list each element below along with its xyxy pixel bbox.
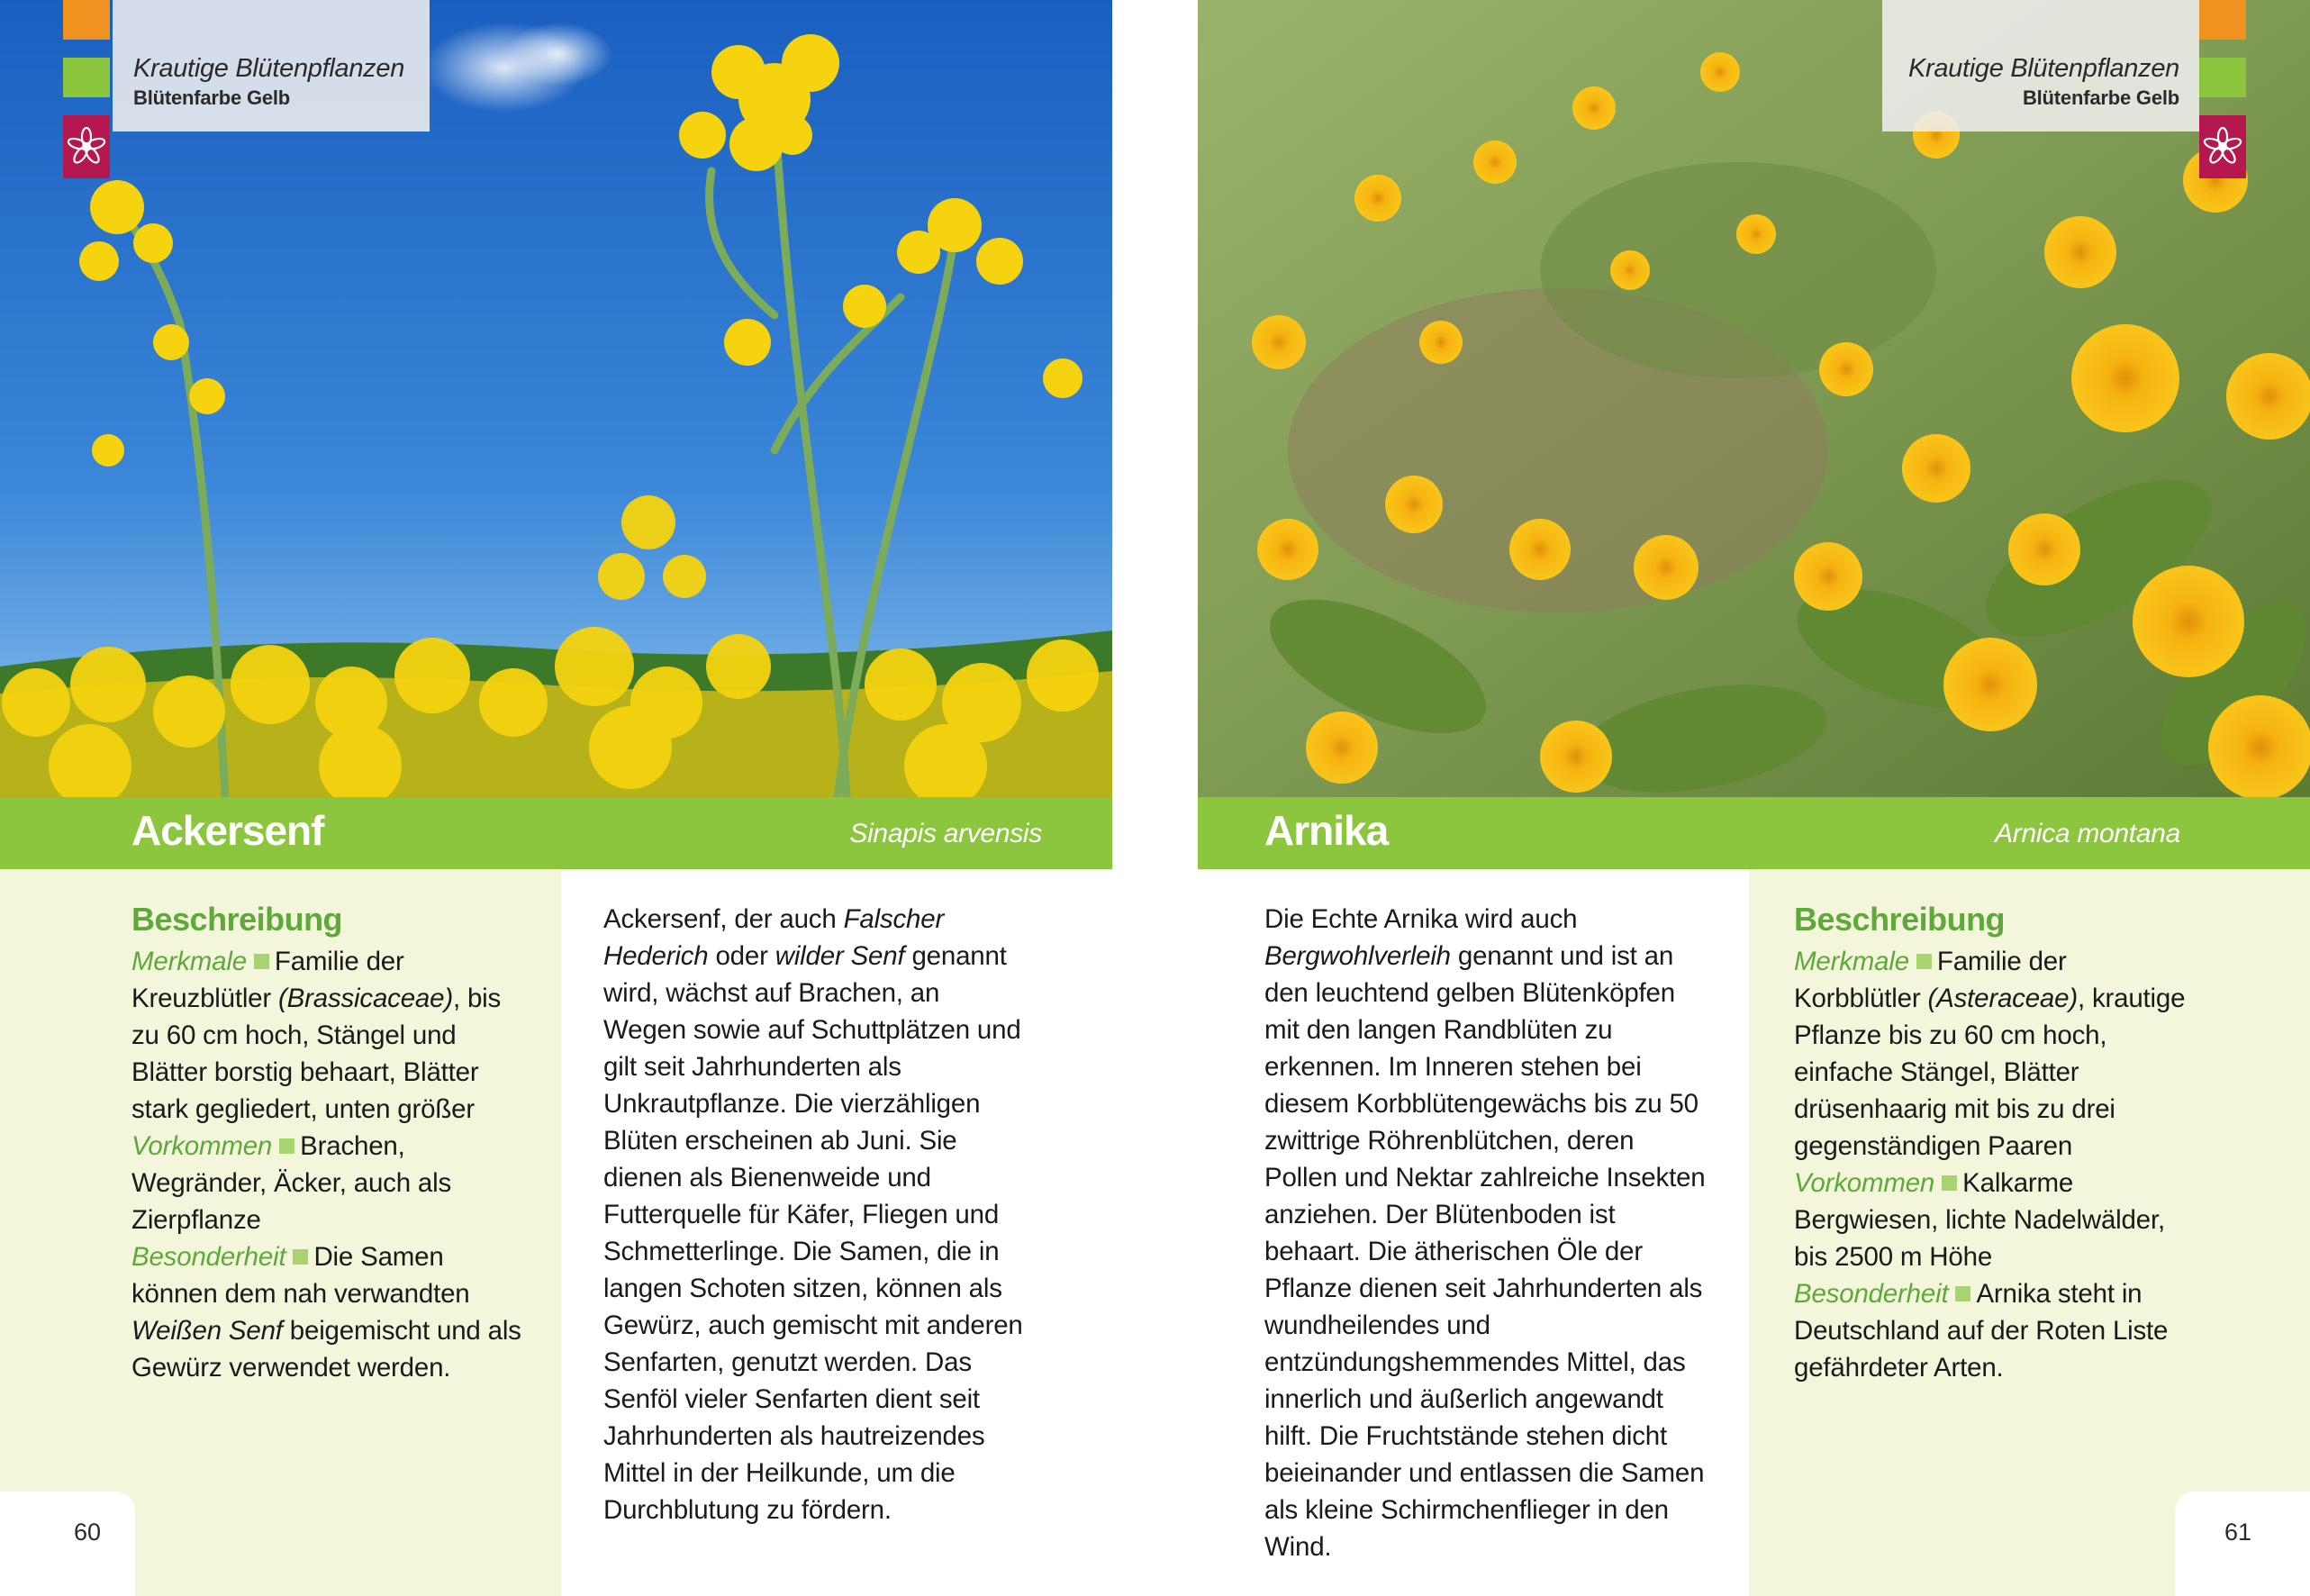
besonderheit-label: Besonderheit [1794,1279,1949,1309]
bullet-square-icon [1942,1175,1957,1191]
description-text: Merkmale Familie der Kreuzblütler (Brassicaceae), bis zu 60 cm hoch, Stängel und Blätter borstig behaart, Blätter stark gegliedert, unten größer Vorkommen Brachen, Wegränder, Äcker, auch als Zierpflanze Besonderheit Die Samen können dem nah verwandten Weißen Senf beigemischt und als Gewürz verwendet werden. [131,947,521,1383]
left-page [0,0,1112,1596]
bullet-square-icon [1955,1286,1970,1301]
bullet-square-icon [254,954,269,969]
flower-tab [2199,115,2246,178]
merkmale-label: Merkmale [131,947,247,976]
page-number: 61 [2224,1519,2252,1546]
latin-name: Arnica montana [1995,819,2180,848]
bullet-square-icon [279,1138,294,1154]
title-band [0,797,1112,869]
vorkommen-label: Vorkommen [131,1131,273,1161]
page-number-box [0,1492,135,1596]
category-subtitle: Blütenfarbe Gelb [2022,86,2179,109]
green-tab [63,58,110,97]
latin-name: Sinapis arvensis [849,819,1042,848]
orange-tab [2199,0,2246,40]
body-text-column [603,901,1027,1528]
body-text: Die Echte Arnika wird auch Bergwohlverleih genannt und ist an den leuchtend gelben Blütenköpfen mit den langen Randblüten zu erkennen. Im Inneren stehen bei diesem Korbblütengewächs bis zu 50 zwittrige Röhrenblütchen, deren Pollen und Nektar zahlreiche Insekten anziehen. Der Blütenboden ist behaart. Die ätherischen Öle der Pflanze dienen seit Jahrhunderten als wundheilendes und entzündungshemmendes Mittel, das innerlich und äußerlich angewandt hilft. Die Fruchtstände stehen dicht beieinander und entlassen die Samen als kleine Schirmchenflieger in den Wind. [1264,904,1706,1562]
green-tab [2199,58,2246,97]
merkmale-label: Merkmale [1794,947,1909,976]
bullet-square-icon [1916,954,1932,969]
description-text: Merkmale Familie der Korbblütler (Asteraceae), krautige Pflanze bis zu 60 cm hoch, einfache Stängel, Blätter drüsenhaarig mit bis zu drei gegenständigen Paaren Vorkommen Kalkarme Bergwiesen, lichte Nadelwälder, bis 2500 m Höhe Besonderheit Arnika steht in Deutschland auf der Roten Liste gefährdeter Arten. [1794,947,2186,1383]
flower-icon [66,126,107,168]
orange-tab [63,0,110,40]
category-subtitle: Blütenfarbe Gelb [133,86,291,109]
description-column [131,901,528,1386]
description-heading: Beschreibung [131,901,343,938]
category-box [1882,0,2199,131]
description-column [1794,901,2190,1386]
category-title: Krautige Blütenpflanzen [1907,54,2179,83]
flower-tab [63,115,110,178]
right-page [1198,0,2310,1596]
vorkommen-label: Vorkommen [1794,1168,1935,1198]
plant-name: Arnika [1264,807,1389,854]
page-number-box [2175,1492,2310,1596]
body-text: Ackersenf, der auch Falscher Hederich oder wilder Senf genannt wird, wächst auf Brachen, an Wegen sowie auf Schuttplätzen und gilt seit Jahrhunderten als Unkrautpflanze. Die vierzähligen Blüten erscheinen ab Juni. Sie dienen als Bienenweide und Futterquelle für Käfer, Fliegen und Schmetterlinge. Die Samen, die in langen Schoten sitzen, können als Gewürz, auch gemischt mit anderen Senfarten, genutzt werden. Das Senföl vieler Senfarten dient seit Jahrhunderten als hautreizendes Mittel in der Heilkunde, um die Durchblutung zu fördern. [603,904,1023,1525]
category-box [113,0,430,131]
besonderheit-label: Besonderheit [131,1242,286,1272]
body-text-column [1264,901,1706,1565]
plant-name: Ackersenf [131,807,324,854]
page-number: 60 [74,1519,102,1546]
description-heading: Beschreibung [1794,901,2006,938]
title-band [1198,797,2310,869]
flower-icon [2202,126,2243,168]
bullet-square-icon [293,1249,308,1265]
category-title: Krautige Blütenpflanzen [133,54,405,83]
